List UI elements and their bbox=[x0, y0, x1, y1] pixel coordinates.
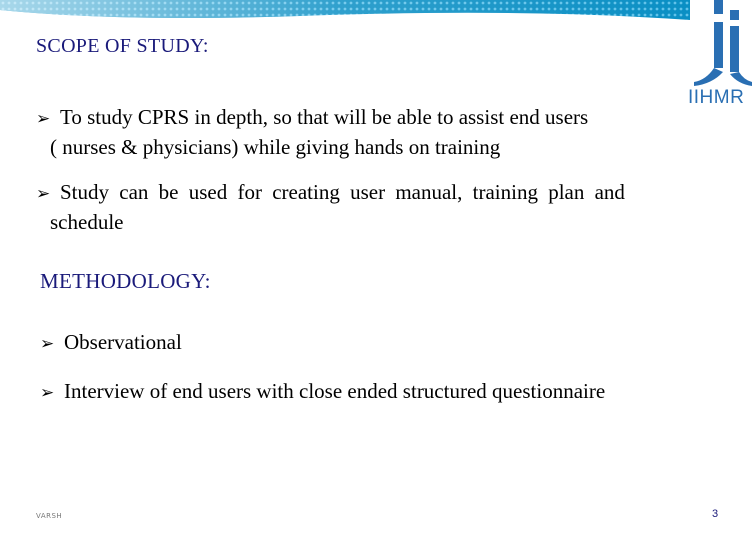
methodology-heading: METHODOLOGY: bbox=[40, 269, 211, 293]
methodology-bullet-2-text: Interview of end users with close ended structured questionnaire bbox=[64, 379, 606, 403]
arrow-bullet-icon: ➢ bbox=[40, 334, 55, 354]
arrow-bullet-icon: ➢ bbox=[36, 109, 51, 129]
scope-bullet-2 bbox=[36, 178, 716, 236]
top-banner bbox=[0, 0, 690, 22]
scope-bullet-1 bbox=[36, 103, 696, 161]
scope-heading: SCOPE OF STUDY: bbox=[36, 35, 209, 57]
arrow-bullet-icon: ➢ bbox=[40, 383, 55, 403]
scope-bullet-2-line1: Study can be used for creating user manual, training plan and bbox=[60, 180, 625, 204]
page-number: 3 bbox=[712, 508, 719, 520]
methodology-bullet-1-text: Observational bbox=[64, 330, 182, 354]
footer-author: VARSH bbox=[36, 512, 63, 520]
scope-bullet-1-line1: To study CPRS in depth, so that will be able to assist end users bbox=[60, 105, 589, 129]
arrow-bullet-icon: ➢ bbox=[36, 184, 51, 204]
methodology-bullet-2 bbox=[40, 377, 605, 407]
scope-bullet-2-line2: schedule bbox=[50, 210, 124, 234]
scope-bullet-1-line2: ( nurses & physicians) while giving hands on training bbox=[50, 135, 501, 159]
logo-text: IIHMR bbox=[688, 87, 745, 108]
iihmr-logo bbox=[686, 0, 756, 118]
methodology-bullet-1 bbox=[40, 328, 182, 358]
